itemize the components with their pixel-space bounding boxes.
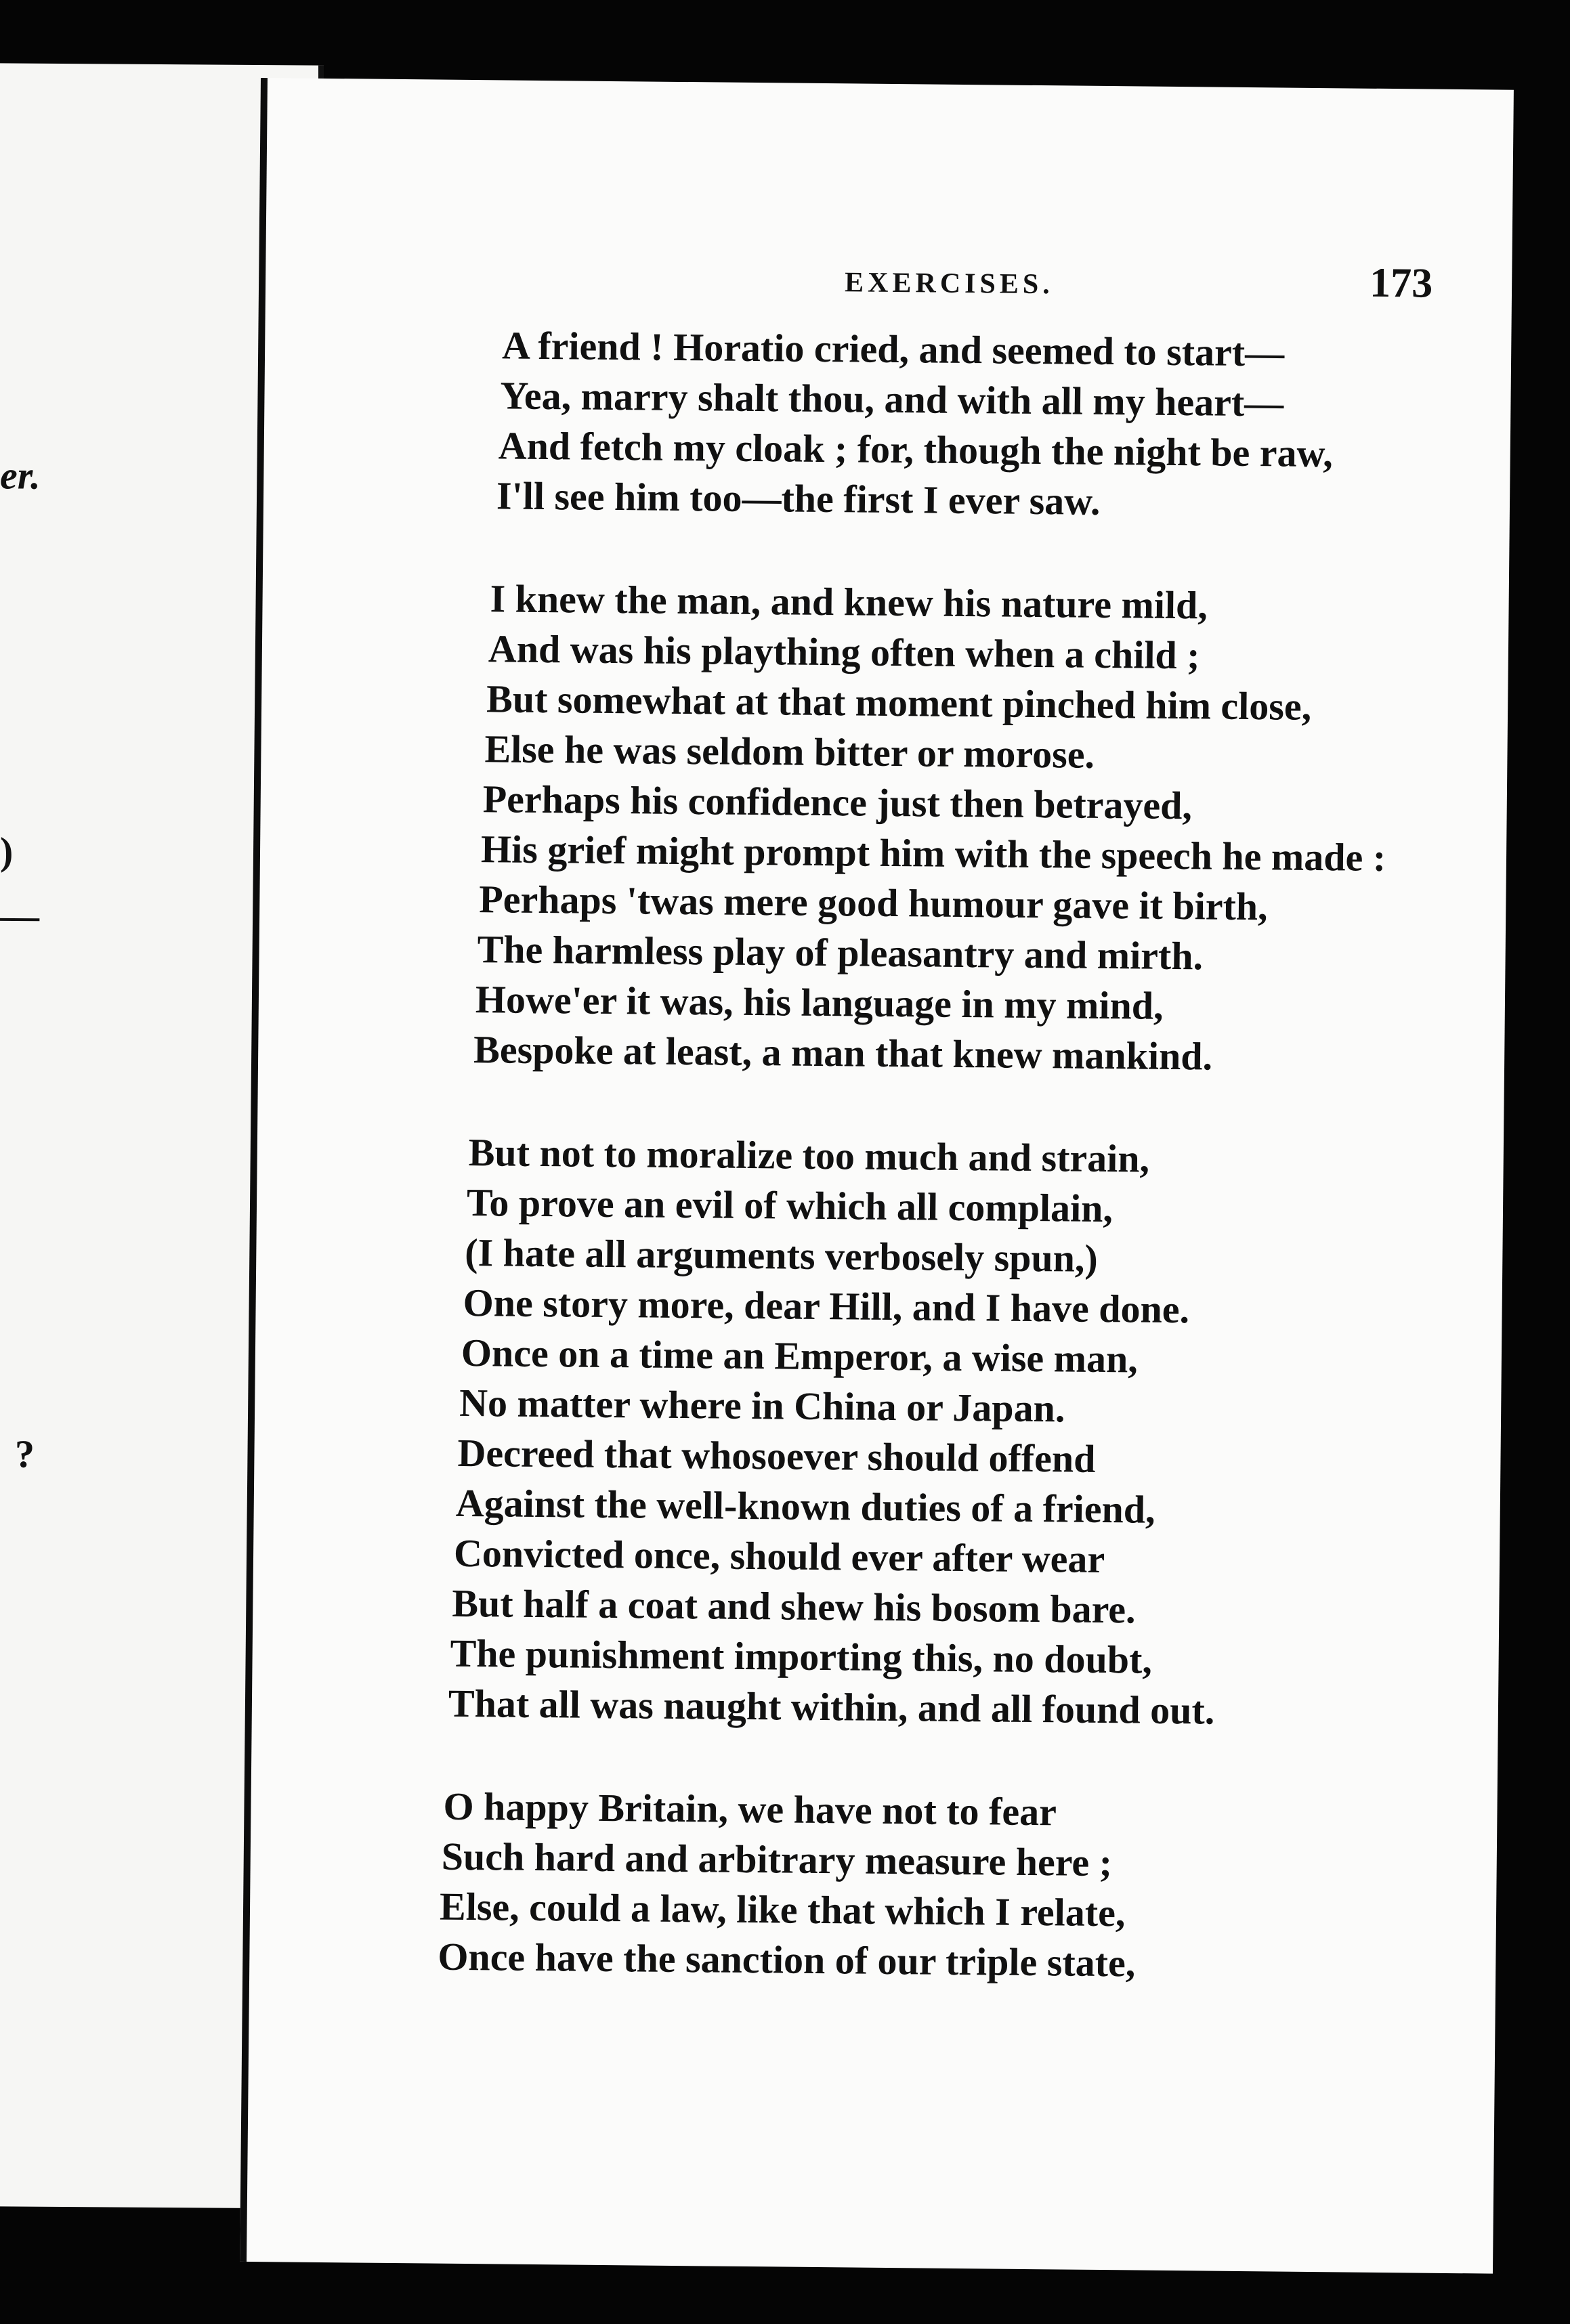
stanza [440, 320, 1458, 530]
poem-line: Howe'er it was, his language in my mind, [475, 977, 1164, 1028]
poem-body [425, 320, 1457, 2044]
poem-line: To prove an evil of which all complain, [466, 1180, 1113, 1231]
poem-line: But somewhat at that moment pinched him close, [486, 676, 1312, 729]
poem-line: Yea, marry shalt thou, and with all my heart— [500, 373, 1284, 425]
poem-line: And was his plaything often when a child ; [488, 626, 1200, 678]
poem-line: One story more, dear Hill, and I have done. [463, 1280, 1190, 1332]
poem-line: But half a coat and shew his bosom bare. [452, 1580, 1136, 1632]
stanza [428, 1127, 1449, 1738]
poem-line: Else, could a law, like that which I relate, [439, 1884, 1126, 1935]
left-page-fragment: ) [0, 829, 14, 874]
poem-line: Against the well-known duties of a friend, [455, 1480, 1155, 1532]
stanza [425, 1781, 1443, 1991]
poem-line: Perhaps 'twas mere good humour gave it birth, [479, 877, 1268, 929]
poem-line: The harmless play of pleasantry and mirth. [477, 927, 1204, 978]
page-number: 173 [1369, 259, 1433, 307]
left-page-fragment: — [0, 893, 39, 938]
poem-line: Once on a time an Emperor, a wise man, [461, 1330, 1139, 1381]
poem-line: His grief might prompt him with the speech he made : [480, 827, 1386, 880]
running-head: EXERCISES. [844, 267, 1054, 301]
poem-line: But not to moralize too much and strain, [468, 1130, 1150, 1181]
left-page-fragment: ? [15, 1432, 35, 1476]
poem-line: Convicted once, should ever after wear [453, 1530, 1105, 1582]
poem-line: Such hard and arbitrary measure here ; [441, 1834, 1113, 1885]
poem-line: I knew the man, and knew his nature mild, [490, 576, 1208, 628]
poem-line: The punishment importing this, no doubt, [450, 1631, 1153, 1682]
poem-line: I'll see him too—the first I ever saw. [496, 473, 1101, 523]
poem-line: Decreed that whosoever should offend [457, 1430, 1096, 1481]
poem-line: Perhaps his confidence just then betrayed, [482, 777, 1193, 828]
right-page [240, 78, 1514, 2274]
poem-line: Bespoke at least, a man that knew mankind. [473, 1027, 1213, 1079]
poem-line: That all was naught within, and all found out. [448, 1681, 1215, 1733]
poem-line: No matter where in China or Japan. [459, 1380, 1065, 1431]
poem-line: (I hate all arguments verbosely spun,) [465, 1230, 1099, 1281]
left-page-fragment: er. [0, 453, 41, 498]
poem-line: Once have the sanction of our triple state, [438, 1934, 1136, 1985]
poem-line: O happy Britain, we have not to fear [443, 1784, 1057, 1834]
poem-line: And fetch my cloak ; for, though the night be raw, [498, 423, 1334, 476]
stanza [434, 574, 1455, 1084]
poem-line: Else he was seldom bitter or morose. [484, 727, 1095, 777]
poem-line: A friend ! Horatio cried, and seemed to start— [501, 323, 1285, 375]
